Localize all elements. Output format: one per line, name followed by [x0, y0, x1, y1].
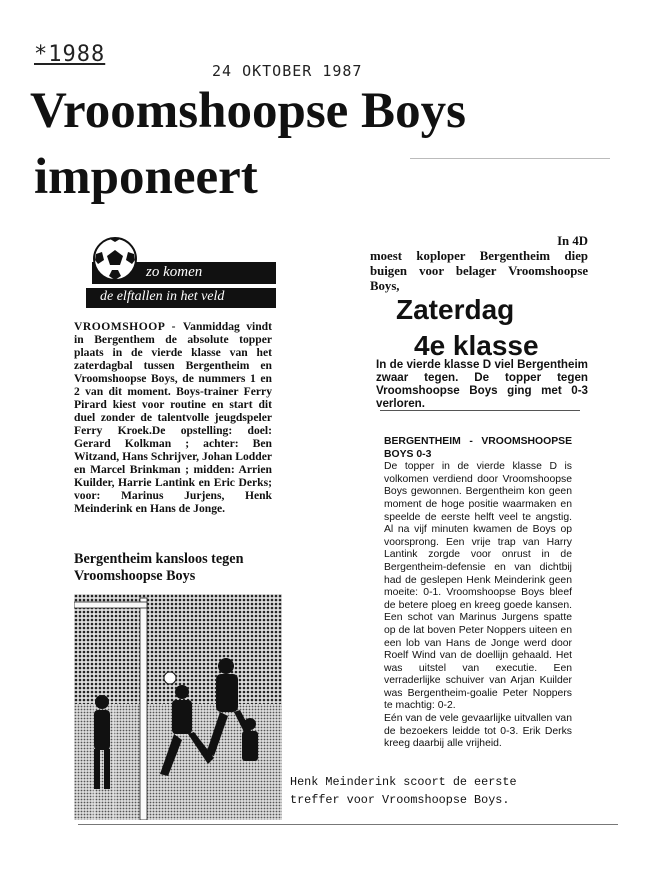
divider — [78, 824, 618, 825]
match-photo — [74, 594, 282, 820]
article-body: De topper in de vierde klasse D is volkomen verdiend door Vroomshoopse Boys gewonnen. Bergentheim kon geen moment de hoge positie waarmaken en speelde de eerste helft veel te angstig. Al na vijf minuten kwamen de Boys op voorsprong. Een vrije trap van Harry Lantink zorgde voor onrust in de Bergentheim-defensie en van dichtbij had de geslepen Henk Meinderink geen moeite: 0-1. Vroomshoopse Boys bleef de betere ploeg en kreeg goede kansen. Een schot van Marinus Jurgens spatte op de lat boven Peter Noppers uiteen en een lob van Hans de Jonge werd door Roelf Wind van de doellijn gehaald. Het was uitstel van executie. Een verraderlijke schuiver van Arjan Kuilder was Bergentheim-goalie Peter Noppers te machtig: 0-2. — [384, 461, 572, 712]
banner-line-2: de elftallen in het veld — [100, 289, 225, 304]
right-article — [384, 436, 572, 751]
article-dateline: VROOMSHOOP - — [74, 320, 183, 333]
section-title-line-2: 4e klasse — [414, 330, 539, 361]
headline-line-1: Vroomshoopse Boys — [30, 83, 466, 139]
intro-text: moest koploper Bergentheim diep buigen voor belager Vroomshoopse Boys, — [370, 249, 588, 293]
article-ending: Eén van de vele gevaarlijke uitvallen van de bezoekers leidde tot 0-3. Erik Derks kreeg daarbij alle vrijheid. — [384, 713, 572, 750]
article-body: Vanmiddag vindt in Bergenthem de absolute topper plaats in de vierde klasse van het zaterdagbal tussen Bergentheim en Vroomshoopse Boys, de nummers 1 en 2 van dit moment. Boys-trainer Ferry Pirard kiest voor routine en start dit duel zonder de talentvolle jeugdspeler Ferry Kroek.De opstelling: doel: Gerard Kolkman ; achter: Ben Witzand, Hans Schrijver, Johan Lodder en Marcel Brinkman ; midden: Arrien Kuilder, Harrie Lantink en Eric Derks; voor: Marinus Jurjens, Henk Meinderink en Hans de Jonge. — [74, 320, 272, 515]
article-heading: BERGENTHEIM - VROOMSHOOPSE BOYS 0-3 — [384, 436, 572, 460]
divider — [410, 158, 610, 159]
banner-line-1: zo komen — [146, 264, 203, 280]
left-article — [74, 320, 272, 515]
section-title-line-1: Zaterdag — [396, 294, 515, 325]
soccer-ball-icon — [92, 236, 138, 282]
date-note: 24 OKTOBER 1987 — [212, 62, 363, 80]
intro-first-line: In 4D — [557, 234, 588, 248]
headline-line-2: imponeert — [34, 149, 258, 205]
archive-mark: *1988 — [34, 42, 106, 67]
right-intro — [370, 234, 588, 294]
right-deck: In de vierde klasse D viel Bergentheim zwaar tegen. De topper tegen Vroomshoopse Boys ging met 0-3 verloren. — [376, 358, 588, 410]
photo-caption: Henk Meinderink scoort de eerste treffer voor Vroomshoopse Boys. — [290, 775, 517, 807]
left-article-headline: Bergentheim kansloos tegen Vroomshoopse Boys — [74, 551, 244, 584]
divider — [380, 410, 580, 411]
